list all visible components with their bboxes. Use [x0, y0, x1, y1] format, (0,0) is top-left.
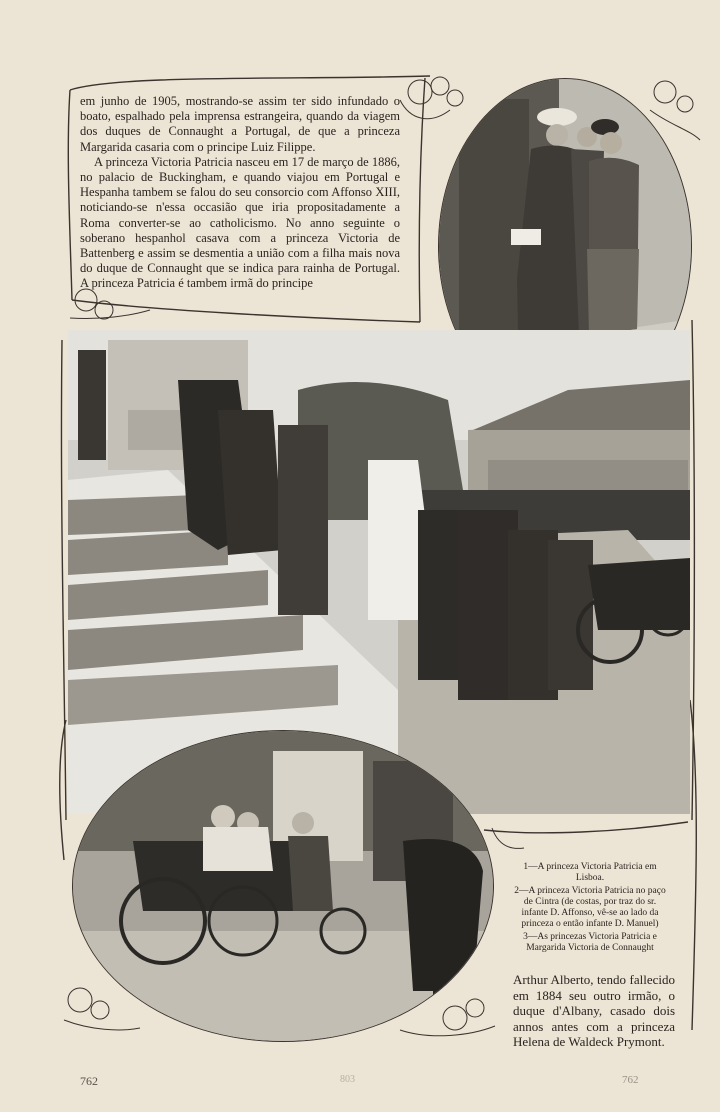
- photo-captions: [510, 862, 670, 956]
- article-continuation-text: Arthur Alberto, tendo fallecido em 1884 seu outro irmão, o duque d'Albany, casado dois annos antes com a princeza Helena de Waldeck Prymont.: [513, 972, 675, 1050]
- page-number-left: 762: [80, 1074, 98, 1088]
- caption-item: 3—As princezas Victoria Patricia e Margarida Victoria de Connaught: [523, 932, 657, 953]
- article-text-column: [80, 94, 400, 292]
- caption-item: 2—A princeza Victoria Patricia no paço de Cintra (de costas, por traz do sr. infante D. Affonso, vê-se ao lado da princeza o então infante D. Manuel): [514, 886, 666, 929]
- caption-item: 1—A princeza Victoria Patricia em Lisboa.: [523, 862, 657, 883]
- page-number-center: 803: [340, 1074, 355, 1085]
- photo-cintra-palace-steps: [68, 330, 690, 814]
- article-paragraph: A princeza Victoria Patricia nasceu em 17 de março de 1886, no palacio de Buckingham, e quando viajou em Portugal e Hespanha tambem se falou do seu consorcio com Affonso XIII, noticiando-se n'essa occasião que iria propositadamente a Roma converter-se ao catholicismo. No anno seguinte o soberano hespanhol casava com a princeza Victoria de Battenberg e assim se desmentia a união com a filha mais nova do duque de Connaught que se indica para rainha de Portugal. A princeza Patricia é tambem irmã do principe: [80, 154, 400, 291]
- page-number-right: 762: [622, 1074, 639, 1086]
- article-paragraph: em junho de 1905, mostrando-se assim ter sido infundado o boato, espalhado pela imprensa estrangeira, quando da viagem dos duques de Connaught a Portugal, de que a princeza Margarida casaria com o principe Luiz Filippe.: [80, 94, 400, 154]
- photo-princesses-in-carriage: [72, 730, 494, 1042]
